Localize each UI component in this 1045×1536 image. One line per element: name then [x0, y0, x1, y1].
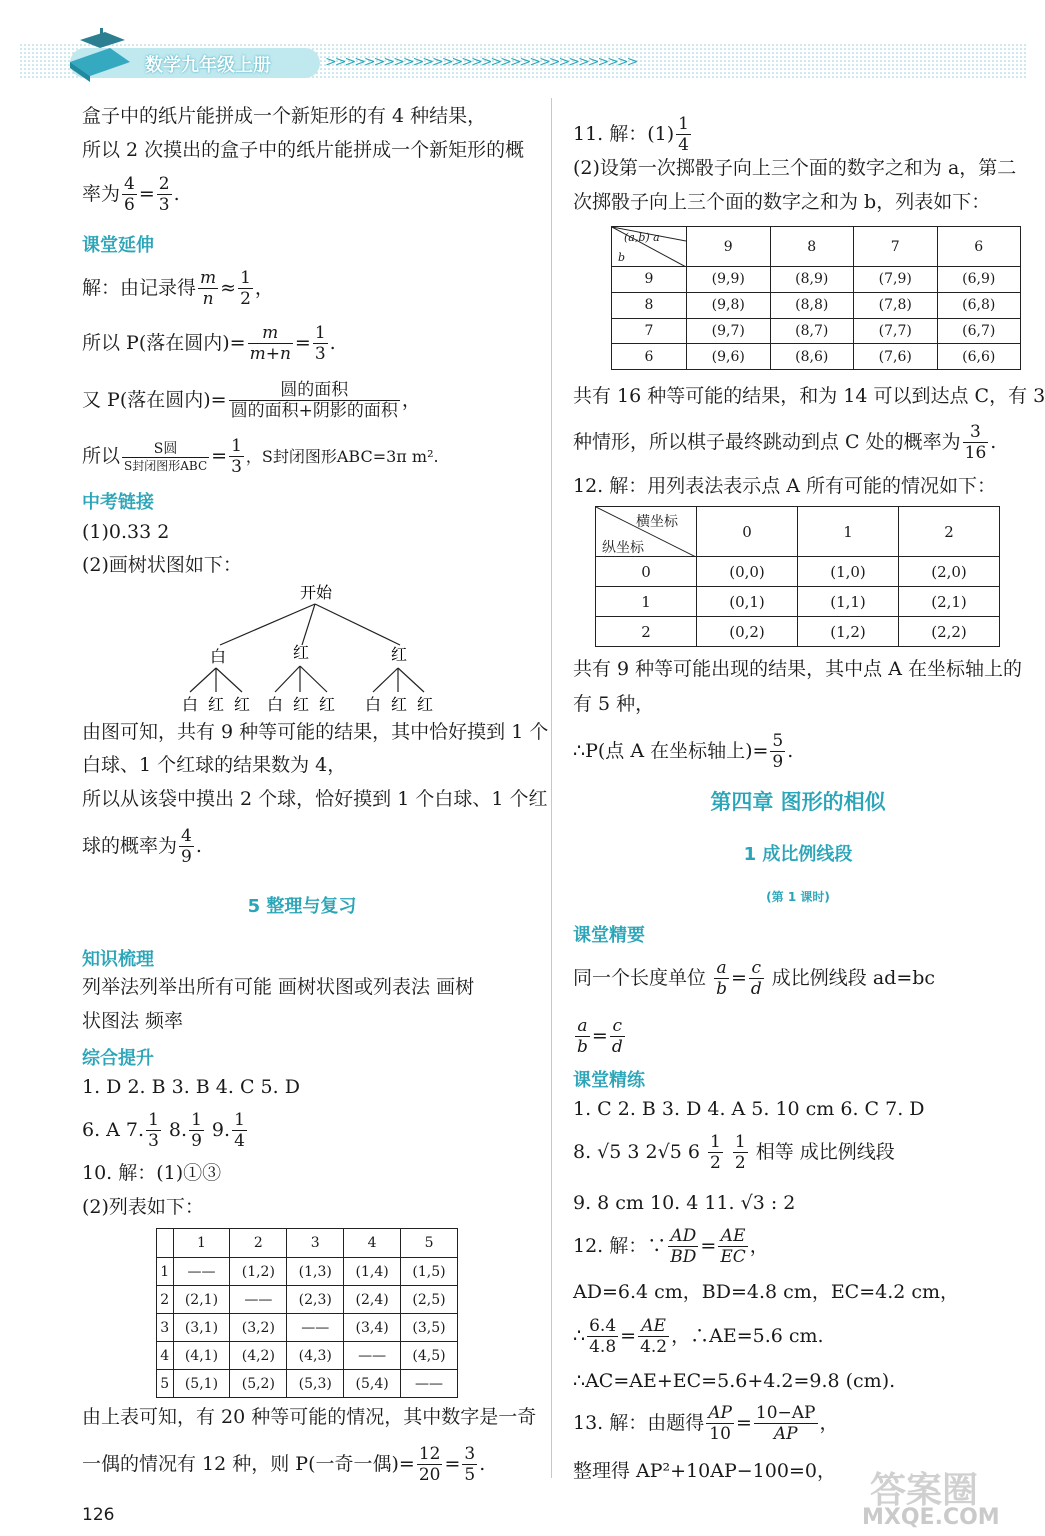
- tree-diagram: [150, 580, 480, 720]
- tree-l2: 红: [391, 695, 408, 714]
- left-x3: 由图可知，共有 9 种等可能的结果，其中恰好摸到 1 个: [82, 721, 549, 743]
- right-q7: ∴AC=AE+EC=5.6+4.2=9.8 (cm).: [573, 1370, 896, 1392]
- tree-l2: 红: [234, 695, 251, 714]
- heading-extend: 课堂延伸: [82, 235, 154, 256]
- left-k2: 状图法 频率: [82, 1010, 184, 1032]
- right-r7: 共有 9 种等可能出现的结果，其中点 A 在坐标轴上的: [573, 658, 1022, 680]
- page-number: 126: [82, 1505, 115, 1525]
- tree-l2: 白: [267, 695, 284, 714]
- page-header: [0, 0, 1045, 88]
- right-r4: 共有 16 种等可能的结果，和为 14 可以到达点 C，有 3: [573, 385, 1045, 407]
- left-p3: 率为 $\frac{4}{6}$ = $\frac{2}{3}$ .: [82, 174, 180, 215]
- left-i2: 6. A 7. $\frac{1}{3}$ 8. $\frac{1}{9}$ 9. $\frac{1}{4}$: [82, 1110, 245, 1151]
- right-r5: 种情形，所以棋子最终跳动到点 C 处的概率为 $\frac{3}{16}$ .: [573, 422, 997, 463]
- right-r1: 11. 解：(1) $\frac{1}{4}$: [573, 114, 689, 155]
- table-11: (a,b) a b 9 8 7 6 9 (9,9) (8,9) (7,9) (6,9) 8 (9,8) (8,8) (7,8) (6,8) 7 (9,7) (8,7) (7,7) (6,7) 6 (9,6) (8,6) (7,6) (6,6): [611, 226, 1021, 370]
- header-title: 数学九年级上册: [145, 55, 271, 76]
- left-x5: 所以从该袋中摸出 2 个球，恰好摸到 1 个白球、1 个红: [82, 788, 548, 810]
- left-e1: 解：由记录得 $\frac{m}{n}$ ≈ $\frac{1}{2}$ ，: [82, 268, 274, 309]
- left-p1: 盒子中的纸片能拼成一个新矩形的有 4 种结果，: [82, 105, 487, 127]
- tree-l2: 红: [319, 695, 336, 714]
- right-q9: 整理得 AP²+10AP−100=0，: [573, 1460, 836, 1482]
- left-i4: (2)列表如下：: [82, 1196, 204, 1218]
- tree-l1: 红: [293, 643, 310, 662]
- left-i6: 一偶的情况有 12 种，则 P(一奇一偶)= $\frac{12}{20}$ = $\frac{3}{5}$ .: [82, 1444, 486, 1485]
- left-k1: 列举法列举出所有可能 画树状图或列表法 画树: [82, 976, 475, 998]
- tree-l2: 白: [365, 695, 382, 714]
- heading-exam: 中考链接: [82, 492, 154, 513]
- chapter-title: 第四章 图形的相似: [710, 790, 886, 814]
- right-q8: 13. 解：由题得 $\frac{AP}{10}$ = $\frac{10-AP}{AP}$ ，: [573, 1403, 839, 1444]
- right-q5: AD=6.4 cm，BD=4.8 cm，EC=4.2 cm，: [573, 1281, 960, 1303]
- header-arrows: >>>>>>>>>>>>>>>>>>>>>>>>>>>>>>>>: [325, 54, 637, 70]
- heading-practice: 课堂精练: [573, 1070, 645, 1091]
- left-i1: 1. D 2. B 3. B 4. C 5. D: [82, 1076, 300, 1098]
- tree-l2: 白: [182, 695, 199, 714]
- right-q1: 1. C 2. B 3. D 4. A 5. 10 cm 6. C 7. D: [573, 1098, 925, 1120]
- left-e3: 又 P(落在圆内)= $\frac{\text{圆的面积}}{\text{圆的面积+阴影的面积}}$ ，: [82, 380, 421, 421]
- section-title: 1 成比例线段: [743, 844, 853, 865]
- right-q3: 9. 8 cm 10. 4 11. √3 : 2: [573, 1192, 796, 1214]
- right-q4: 12. 解：∵ $\frac{AD}{BD}$ = $\frac{AE}{EC}$ ，: [573, 1226, 769, 1267]
- right-q2: 8. √5 3 2√5 6 $\frac{1}{2}$ $\frac{1}{2}$ 相等 成比例线段: [573, 1132, 895, 1173]
- heading-knowledge: 知识梳理: [82, 949, 154, 970]
- left-x6: 球的概率为 $\frac{4}{9}$ .: [82, 826, 202, 867]
- left-x2: (2)画树状图如下：: [82, 554, 242, 576]
- right-r9: ∴P(点 A 在坐标轴上)= $\frac{5}{9}$ .: [573, 731, 794, 772]
- left-x1: (1)0.33 2: [82, 521, 170, 543]
- fraction: $\frac{4}{6}$: [124, 174, 135, 215]
- table-10: 1 2 3 4 5 1 —— (1,2) (1,3) (1,4) (1,5) 2 (2,1) —— (2,3) (2,4) (2,5) 3 (3,1) (3,2) —— (3,4) (3,5) 4 (4,1) (4,2) (4,3) —— (4,5) 5 (5,1) (5,2) (5,3) (5,4) ——: [156, 1228, 458, 1398]
- left-i3: 10. 解：(1)①③: [82, 1162, 222, 1184]
- watermark-logo: 答案圈: [870, 1470, 979, 1511]
- left-x4: 白球、1 个红球的结果数为 4，: [82, 754, 347, 776]
- left-e4: 所以 $\frac{\text{S圆}}{\text{S封闭图形ABC}}$ = $\frac{1}{3}$ ，S封闭图形ABC=3π m².: [82, 436, 439, 477]
- right-r3: 次掷骰子向上三个面的数字之和为 b，列表如下：: [573, 191, 991, 213]
- tree-l2: 红: [293, 695, 310, 714]
- tree-l2: 红: [417, 695, 434, 714]
- heading-essential: 课堂精要: [573, 925, 645, 946]
- right-r2: (2)设第一次掷骰子向上三个面的数字之和为 a，第二: [573, 157, 1017, 179]
- table-corner: 横坐标 纵坐标: [596, 507, 697, 557]
- heading-improve: 综合提升: [82, 1048, 154, 1069]
- left-p2: 所以 2 次摸出的盒子中的纸片能拼成一个新矩形的概: [82, 139, 525, 161]
- column-divider: [551, 98, 552, 1478]
- right-s2: $\frac{a}{b}$ = $\frac{c}{d}$: [577, 1016, 623, 1057]
- table-corner: (a,b) a b: [612, 227, 687, 267]
- right-s1: 同一个长度单位 $\frac{a}{b}$ = $\frac{c}{d}$ 成比例线段 ad=bc: [573, 958, 936, 999]
- tree-l1: 白: [210, 647, 227, 666]
- tree-root: 开始: [300, 583, 333, 602]
- right-r8: 有 5 种，: [573, 693, 655, 715]
- left-i5: 由上表可知，有 20 种等可能的情况，其中数字是一奇: [82, 1406, 537, 1428]
- table-12: 横坐标 纵坐标 0 1 2 0 (0,0) (1,0) (2,0) 1 (0,1) (1,1) (2,1) 2 (0,2) (1,2) (2,2): [595, 506, 1000, 647]
- tree-l1: 红: [391, 645, 408, 664]
- fraction: $\frac{2}{3}$: [158, 174, 170, 215]
- watermark-text: MXQE.COM: [862, 1505, 1000, 1530]
- section-5-title: 5 整理与复习: [247, 896, 357, 917]
- tree-l2: 红: [208, 695, 225, 714]
- right-r6: 12. 解：用列表法表示点 A 所有可能的情况如下：: [573, 475, 997, 497]
- right-q6: ∴ $\frac{6.4}{4.8}$ = $\frac{AE}{4.2}$ ，∴AE=5.6 cm.: [573, 1316, 824, 1357]
- left-e2: 所以 P(落在圆内)= $\frac{m}{m+n}$ = $\frac{1}{3}$ .: [82, 323, 336, 364]
- lesson-label: (第 1 课时): [766, 890, 830, 904]
